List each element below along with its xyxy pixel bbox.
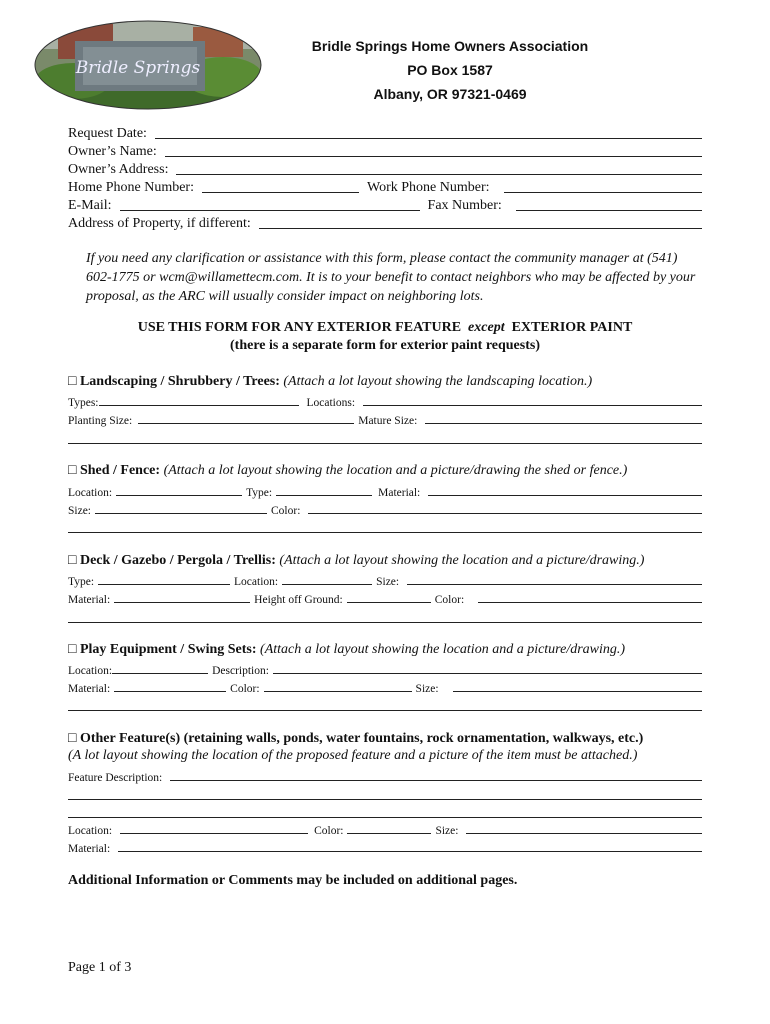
request-date-row: [68, 124, 702, 142]
deck-title: □ Deck / Gazebo / Pergola / Trellis: (Attach a lot layout showing the location and a picture/drawing.): [68, 553, 645, 568]
deck-type-field[interactable]: [98, 584, 230, 585]
deck-color-label: Color:: [434, 594, 465, 606]
shed-color-label: Color:: [271, 505, 301, 517]
play-material-label: Material:: [68, 683, 111, 695]
email-row: [68, 196, 702, 214]
other-size-field[interactable]: [466, 833, 702, 834]
shed-type-label: Type:: [246, 487, 273, 499]
play-checkbox[interactable]: □ Play Equipment / Swing Sets:: [68, 642, 257, 657]
types-field[interactable]: [99, 405, 299, 406]
other-checkbox[interactable]: □ Other Feature(s) (retaining walls, ponds, water fountains, rock ornamentation, walkways, etc.): [68, 731, 644, 746]
owner-address-field[interactable]: [176, 174, 702, 175]
other-extra-line-2[interactable]: [68, 817, 702, 818]
logo-text: Bridle Springs: [75, 58, 201, 78]
play-color-label: Color:: [230, 683, 260, 695]
play-description-label: Description:: [212, 665, 269, 677]
other-desc-row: [68, 768, 702, 784]
org-name: Bridle Springs Home Owners Association: [311, 38, 589, 54]
other-color-field[interactable]: [347, 833, 431, 834]
property-label: Address of Property, if different:: [68, 216, 251, 231]
other-location-field[interactable]: [120, 833, 308, 834]
planting-size-label: Planting Size:: [68, 415, 133, 427]
shed-size-label: Size:: [68, 505, 91, 517]
landscaping-row-1: [68, 393, 702, 409]
deck-height-field[interactable]: [347, 602, 431, 603]
contact-note: If you need any clarification or assistance with this form, please contact the community manager at (541) 602-1775 or wcm@willamettecm.com. It is to your benefit to contact neighbors who may be affected by your proposal, as the ARC will usually consider impact on neighboring lots.: [86, 251, 696, 304]
email-label: E-Mail:: [68, 198, 112, 213]
shed-material-field[interactable]: [428, 495, 702, 496]
email-field[interactable]: [120, 210, 420, 211]
home-phone-field[interactable]: [202, 192, 359, 193]
shed-size-field[interactable]: [95, 513, 267, 514]
shed-checkbox[interactable]: □ Shed / Fence:: [68, 463, 161, 478]
shed-row-2: [68, 501, 702, 517]
owner-name-label: Owner’s Name:: [68, 144, 157, 159]
owner-address-row: [68, 160, 702, 178]
planting-size-field[interactable]: [138, 423, 354, 424]
landscaping-row-2: [68, 411, 702, 427]
play-material-field[interactable]: [114, 691, 226, 692]
home-phone-label: Home Phone Number:: [68, 180, 194, 195]
additional-info-note: Additional Information or Comments may be included on additional pages.: [68, 873, 518, 888]
play-size-field[interactable]: [453, 691, 702, 692]
other-row-1: [68, 821, 702, 837]
deck-material-field[interactable]: [114, 602, 250, 603]
owner-name-row: [68, 142, 702, 160]
fax-field[interactable]: [516, 210, 702, 211]
landscaping-checkbox[interactable]: □ Landscaping / Shrubbery / Trees:: [68, 374, 280, 389]
use-form-heading: USE THIS FORM FOR ANY EXTERIOR FEATURE except EXTERIOR PAINT: [137, 320, 633, 335]
types-label: Types:: [68, 397, 99, 409]
use-form-subheading: (there is a separate form for exterior paint requests): [230, 338, 540, 353]
phone-row: [68, 178, 702, 196]
po-box: PO Box 1587: [407, 62, 493, 78]
feature-description-field[interactable]: [170, 780, 702, 781]
deck-type-label: Type:: [68, 576, 95, 588]
locations-label: Locations:: [306, 397, 356, 409]
page-number: Page 1 of 3: [68, 960, 132, 975]
deck-extra-line[interactable]: [68, 622, 702, 623]
property-field[interactable]: [259, 228, 702, 229]
play-title: □ Play Equipment / Swing Sets: (Attach a lot layout showing the location and a picture/drawing.): [68, 642, 626, 657]
hoa-logo: [33, 19, 263, 111]
other-color-label: Color:: [314, 825, 344, 837]
shed-extra-line[interactable]: [68, 532, 702, 533]
deck-location-label: Location:: [234, 576, 279, 588]
request-date-label: Request Date:: [68, 126, 147, 141]
city-address: Albany, OR 97321-0469: [373, 86, 527, 102]
play-row-2: [68, 679, 702, 695]
deck-color-field[interactable]: [478, 602, 702, 603]
mature-size-label: Mature Size:: [358, 415, 418, 427]
work-phone-label: Work Phone Number:: [366, 180, 490, 195]
play-location-field[interactable]: [112, 673, 208, 674]
request-date-field[interactable]: [155, 138, 702, 139]
owner-name-field[interactable]: [165, 156, 702, 157]
play-size-label: Size:: [415, 683, 439, 695]
shed-color-field[interactable]: [308, 513, 702, 514]
deck-location-field[interactable]: [282, 584, 372, 585]
landscaping-extra-line[interactable]: [68, 443, 702, 444]
deck-height-label: Height off Ground:: [254, 594, 343, 606]
deck-checkbox[interactable]: □ Deck / Gazebo / Pergola / Trellis:: [68, 553, 276, 568]
mature-size-field[interactable]: [425, 423, 702, 424]
work-phone-field[interactable]: [504, 192, 702, 193]
shed-location-field[interactable]: [116, 495, 242, 496]
other-row-2: [68, 839, 702, 855]
other-extra-line-1[interactable]: [68, 799, 702, 800]
other-material-label: Material:: [68, 843, 111, 855]
deck-row-1: [68, 572, 702, 588]
owner-address-label: Owner’s Address:: [68, 162, 169, 177]
play-color-field[interactable]: [264, 691, 412, 692]
other-title: [68, 731, 740, 747]
shed-material-label: Material:: [378, 487, 421, 499]
shed-location-label: Location:: [68, 487, 113, 499]
play-extra-line[interactable]: [68, 710, 702, 711]
fax-label: Fax Number:: [427, 198, 502, 213]
shed-type-field[interactable]: [276, 495, 372, 496]
deck-size-field[interactable]: [407, 584, 702, 585]
shed-row-1: [68, 483, 702, 499]
locations-field[interactable]: [363, 405, 702, 406]
play-location-label: Location:: [68, 665, 113, 677]
feature-description-label: Feature Description:: [68, 772, 163, 784]
deck-material-label: Material:: [68, 594, 111, 606]
other-material-field[interactable]: [118, 851, 702, 852]
deck-size-label: Size:: [376, 576, 400, 588]
landscaping-title: □ Landscaping / Shrubbery / Trees: (Attach a lot layout showing the landscaping location.): [68, 374, 593, 389]
play-row-1: [68, 661, 702, 677]
other-size-label: Size:: [435, 825, 459, 837]
other-location-label: Location:: [68, 825, 113, 837]
other-hint: (A lot layout showing the location of the proposed feature and a picture of the item must be attached.): [68, 748, 638, 763]
property-row: [68, 214, 702, 232]
shed-title: □ Shed / Fence: (Attach a lot layout showing the location and a picture/drawing the shed or fence.): [68, 463, 628, 478]
deck-row-2: [68, 590, 702, 606]
play-description-field[interactable]: [273, 673, 702, 674]
